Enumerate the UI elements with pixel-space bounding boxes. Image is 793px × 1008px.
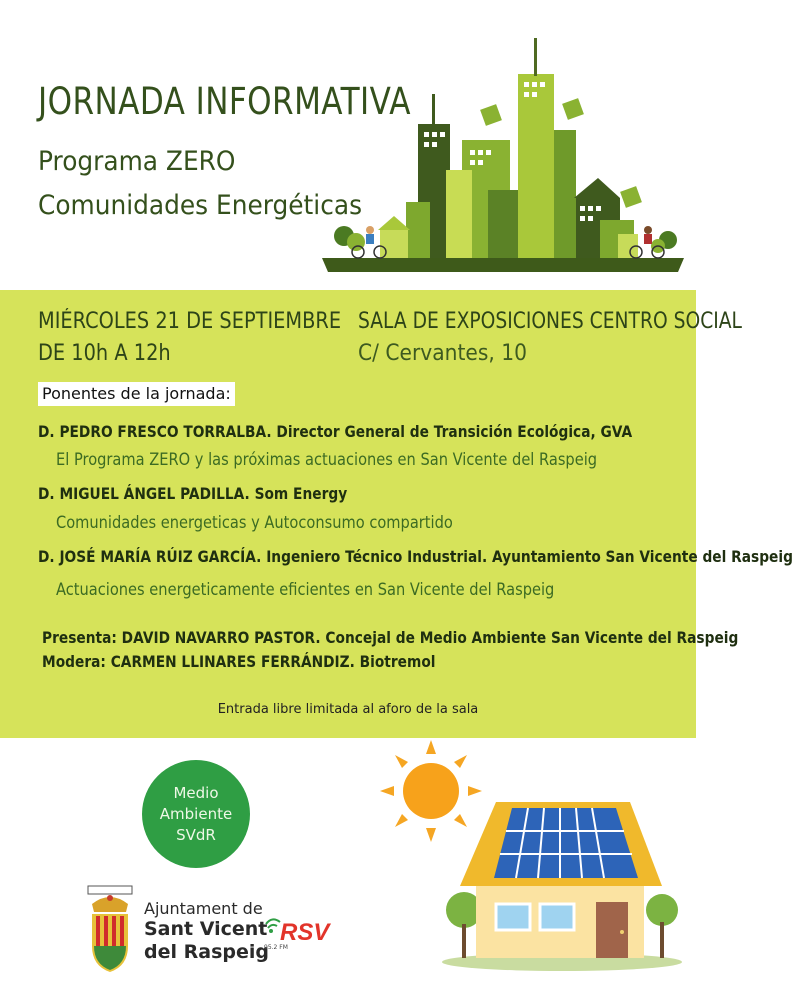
badge-line: Medio (173, 783, 219, 802)
speaker-name: D. MIGUEL ÁNGEL PADILLA. Som Energy (38, 484, 348, 503)
speaker-name: D. JOSÉ MARÍA RÚIZ GARCÍA. Ingeniero Técnico Industrial. Ayuntamiento San Vicente del Raspeig (38, 547, 793, 566)
green-city-illustration (318, 30, 690, 280)
ayuntamiento-line: del Raspeig (144, 941, 269, 963)
event-title: JORNADA INFORMATIVA (38, 80, 411, 123)
badge-line: SVdR (176, 825, 216, 844)
speaker-talk: Comunidades energeticas y Autoconsumo compartido (56, 513, 453, 533)
event-venue: SALA DE EXPOSICIONES CENTRO SOCIAL (358, 309, 742, 334)
radio-logo (262, 912, 348, 952)
solar-house-icon (440, 798, 685, 973)
presenter-line: Presenta: DAVID NAVARRO PASTOR. Concejal de Medio Ambiente San Vicente del Raspeig (42, 628, 739, 647)
speaker-talk: El Programa ZERO y las próximas actuaciones en San Vicente del Raspeig (56, 450, 598, 470)
free-entry-note: Entrada libre limitada al aforo de la sala (217, 702, 479, 717)
event-subtitle-communities: Comunidades Energéticas (38, 190, 363, 221)
speakers-heading: Ponentes de la jornada: (38, 382, 235, 406)
ayuntamiento-line: Ajuntament de (144, 899, 263, 918)
municipal-crest-icon (82, 884, 138, 974)
radio-name: RSV (280, 919, 330, 946)
medio-ambiente-badge (142, 760, 250, 868)
ayuntamiento-line: Sant Vicent (144, 918, 268, 940)
event-subtitle-program: Programa ZERO (38, 146, 236, 177)
speaker-talk: Actuaciones energeticamente eficientes en San Vicente del Raspeig (56, 580, 555, 600)
event-address: C/ Cervantes, 10 (358, 341, 528, 366)
radio-frequency: 95.2 FM (264, 944, 288, 951)
moderator-line: Modera: CARMEN LLINARES FERRÁNDIZ. Biotremol (42, 652, 436, 671)
badge-line: Ambiente (159, 804, 233, 823)
event-date: MIÉRCOLES 21 DE SEPTIEMBRE (38, 309, 342, 334)
speaker-name: D. PEDRO FRESCO TORRALBA. Director General de Transición Ecológica, GVA (38, 422, 633, 441)
event-time: DE 10h A 12h (38, 341, 171, 366)
